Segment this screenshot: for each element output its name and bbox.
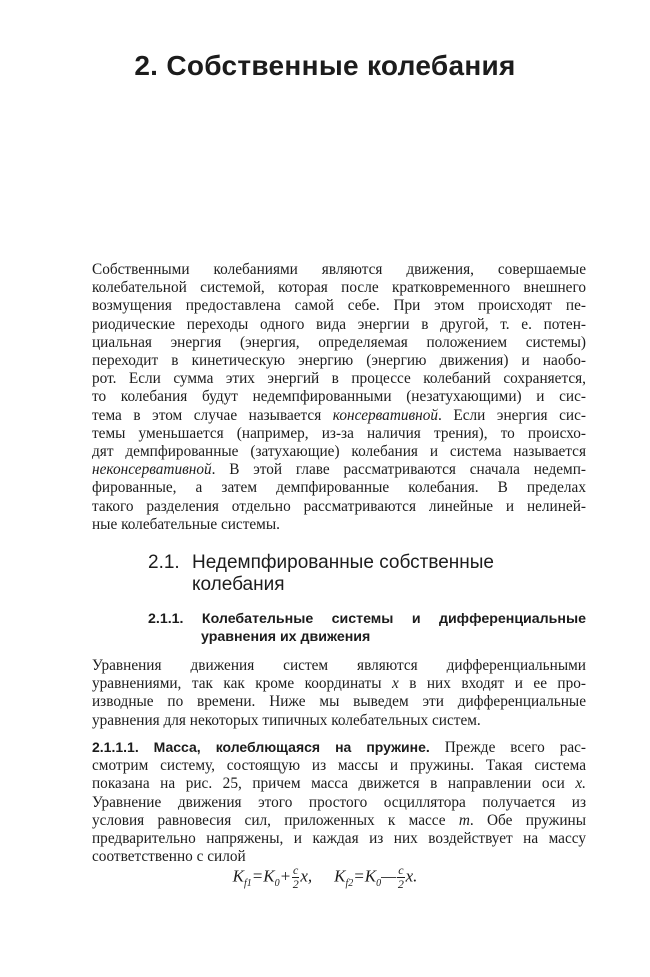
intro-line-9-a: тема в этом случае называется xyxy=(92,406,322,424)
para1-line-2-b: в них входят и ее про- xyxy=(409,675,587,693)
intro-line-14: такого разделения отдельно рассматриваются линейные и нелиней- xyxy=(92,497,586,515)
formula-k-f2: K xyxy=(334,866,346,886)
para2-line-5-a: условия равновесия сил, приложенных к массе xyxy=(92,811,446,829)
intro-line-8: то колебания будут недемпфированными (незатухающими) и сис- xyxy=(92,388,586,406)
subsection-title-line-1: Колебательные системы и дифференциальные xyxy=(201,611,586,627)
para2-line-2: смотрим систему, состоящую из массы и пружины. Такая система xyxy=(92,757,586,775)
para2-line-3 xyxy=(92,775,586,793)
subsection-number: 2.1.1. xyxy=(148,611,184,627)
subsection-heading-line-1 xyxy=(148,610,586,628)
intro-line-7: рот. Если сумма этих энергий в процессе колебаний сохраняется, xyxy=(92,370,586,388)
para2-line-6: предварительно напряжены, и каждая из них воздействует на массу xyxy=(92,830,586,848)
section-title-line-2: колебания xyxy=(192,574,285,595)
formula-k-f1: K xyxy=(232,866,244,886)
para2-line-1-rest: Прежде всего xyxy=(444,739,545,756)
intro-paragraph xyxy=(92,261,586,534)
formula-plus: + xyxy=(279,866,292,886)
term-nonconservative: неконсервативной xyxy=(92,461,212,479)
section-number: 2.1. xyxy=(148,552,180,573)
chapter-title: 2. Собственные колебания xyxy=(134,50,516,81)
para2-lead-number: 2.1.1.1. xyxy=(92,739,139,755)
formula-sub-f2: f2 xyxy=(345,877,354,889)
para1-line-1: Уравнения движения систем являются дифференциальными xyxy=(92,657,586,674)
para2-line-1-hyph: рас- xyxy=(559,739,587,756)
subsection-heading xyxy=(148,610,586,646)
para2-line-5-b: . Обе пружины xyxy=(469,811,586,829)
para1-line-3: изводные по времени. Ниже мы выведем эти дифференциальные xyxy=(92,693,586,711)
paragraph-mass-spring xyxy=(92,738,586,866)
intro-line-10: темы уменьшается (например, из-за наличия трения), то происхо- xyxy=(92,424,586,442)
intro-line-5: циальная энергия (энергия, определяемая положением системы) xyxy=(92,333,586,351)
var-m: m xyxy=(458,811,470,829)
intro-line-1: Собственными колебаниями являются движения, совершаемые xyxy=(92,261,586,278)
formula-fraction-1 xyxy=(292,864,299,891)
intro-line-12-b: . В этой главе рассматриваются сначала недемп- xyxy=(211,461,586,479)
para2-line-1 xyxy=(92,738,586,757)
formula-sub-02: 0 xyxy=(376,877,382,889)
formula-minus: — xyxy=(381,866,397,886)
intro-line-9 xyxy=(92,407,586,425)
intro-line-13: фированные, а затем демпфированные колебания. В пределах xyxy=(92,479,586,497)
formula-frac1-denominator: 2 xyxy=(292,877,299,891)
para1-line-2 xyxy=(92,675,586,693)
formula-sub-f1: f1 xyxy=(243,877,252,889)
para1-line-2-a: уравнениями, так как кроме координаты xyxy=(92,675,382,693)
para2-line-5 xyxy=(92,812,586,830)
para2-line-7: соответственно с силой xyxy=(92,848,246,866)
intro-line-9-b: . Если энергия сис- xyxy=(438,406,586,424)
formula-fraction-2 xyxy=(397,864,404,891)
intro-line-2: колебательной системой, которая после кратковременного внешнего xyxy=(92,279,586,297)
para2-line-4: Уравнение движения этого простого осциллятора получается из xyxy=(92,793,586,811)
intro-line-6: переходит в кинетическую энергию (энергию движения) и наобо- xyxy=(92,352,586,370)
paragraph-equations xyxy=(92,657,586,730)
section-heading xyxy=(148,552,494,596)
formula-sub-01: 0 xyxy=(274,877,280,889)
intro-line-12 xyxy=(92,461,586,479)
formula-frac2-denominator: 2 xyxy=(397,877,404,891)
formula-x1: x, xyxy=(300,866,313,886)
formula-x2: x. xyxy=(405,866,418,886)
intro-line-15: ные колебательные системы. xyxy=(92,515,280,533)
subsection-title-line-2: уравнения их движения xyxy=(201,629,371,645)
spring-force-formula xyxy=(0,864,650,891)
intro-line-3: возмущения предоставлена самой себе. При этом происходят пе- xyxy=(92,297,586,315)
formula-eq1: =K xyxy=(251,866,275,886)
var-x: x xyxy=(391,675,399,693)
para2-line-3-a: показана на рис. 25, причем масса движется в направлении оси xyxy=(92,775,565,793)
section-title-line-1: Недемпфированные собственные xyxy=(192,552,494,573)
formula-frac1-numerator: c xyxy=(293,863,299,877)
var-x-axis: x. xyxy=(575,775,586,793)
intro-line-11: дят демпфированные (затухающие) колебания и система называется xyxy=(92,443,586,461)
para1-line-4: уравнения для некоторых типичных колебательных систем. xyxy=(92,711,481,729)
term-conservative: консервативной xyxy=(332,406,439,424)
intro-line-4: риодические переходы одного вида энергии в другой, т. е. потен- xyxy=(92,315,586,333)
para2-lead-title: Масса, колеблющаяся на пружине. xyxy=(153,739,430,755)
formula-frac2-numerator: c xyxy=(398,863,404,877)
formula-eq2: =K xyxy=(353,866,377,886)
